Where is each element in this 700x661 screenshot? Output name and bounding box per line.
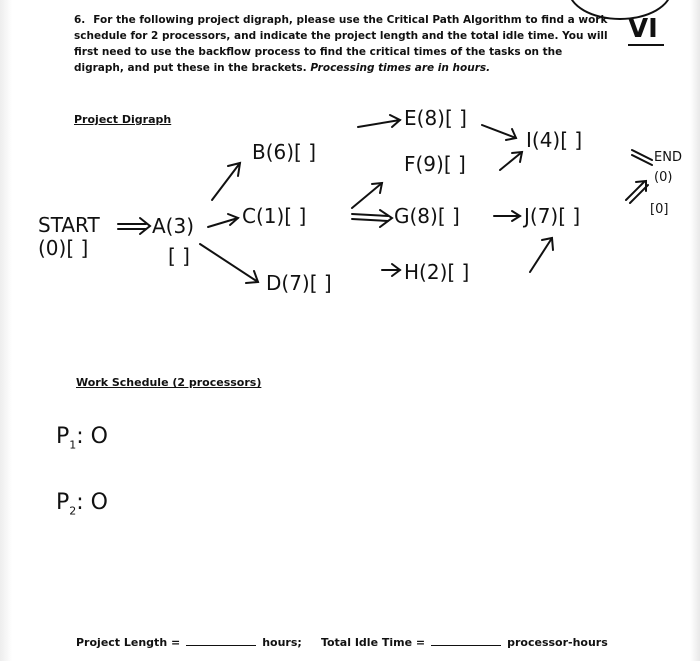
node-end-sub: (0)	[654, 170, 673, 185]
node-f: F(9)[ ]	[404, 152, 466, 176]
footer-answers	[76, 636, 608, 649]
processor-1-value: : O	[76, 424, 109, 449]
node-c: C(1)[ ]	[242, 204, 307, 228]
arrow-a-b	[212, 163, 240, 200]
question-number: 6.	[74, 14, 86, 26]
project-digraph-label: Project Digraph	[74, 113, 172, 126]
node-h: H(2)[ ]	[404, 260, 470, 284]
node-start: START	[38, 213, 100, 237]
node-start-sub: (0)[ ]	[38, 236, 89, 260]
arrow-f-i	[500, 152, 522, 170]
idle-time-blank[interactable]	[431, 636, 501, 646]
arrow-i-end	[632, 150, 652, 160]
node-j: J(7)[ ]	[524, 204, 581, 228]
hours-label: hours;	[262, 636, 302, 649]
node-b: B(6)[ ]	[252, 140, 317, 164]
processor-1	[56, 424, 108, 451]
node-g: G(8)[ ]	[394, 204, 460, 228]
processor-1-sub: 1	[69, 438, 77, 452]
question-emphasis: Processing times are in hours.	[310, 62, 491, 74]
processor-2-value: : O	[76, 490, 109, 515]
processor-hours-label: processor-hours	[507, 636, 608, 649]
node-end-bracket: [0]	[650, 202, 669, 217]
project-length-label: Project Length =	[76, 636, 181, 649]
processor-2-sub: 2	[69, 504, 77, 518]
node-i: I(4)[ ]	[526, 128, 583, 152]
arrow-a-d	[200, 244, 258, 282]
arrow-c-g	[352, 214, 388, 216]
node-a-bracket: [ ]	[168, 244, 190, 268]
node-a: A(3)	[152, 214, 195, 238]
corner-mark: VI	[628, 14, 658, 44]
processor-1-letter: P	[56, 424, 70, 449]
node-e: E(8)[ ]	[404, 106, 467, 130]
processor-2-letter: P	[56, 490, 70, 515]
node-d: D(7)[ ]	[266, 271, 332, 295]
idle-time-label: Total Idle Time =	[320, 636, 426, 649]
project-length-blank[interactable]	[186, 636, 256, 646]
work-schedule-label: Work Schedule (2 processors)	[76, 376, 262, 389]
arrow-e-i	[482, 125, 516, 138]
arrow-c-f	[352, 183, 382, 208]
processor-2	[56, 490, 108, 517]
question-body: For the following project digraph, please use the Critical Path Algorithm to find a work schedule for 2 processors, and indicate the project length and the total idle time. You will first need to use the backflow process to find the critical times of the tasks on the digraph, and put these in the brackets.	[74, 14, 608, 74]
node-end: END	[654, 150, 682, 165]
arrow-h-j	[530, 238, 552, 272]
